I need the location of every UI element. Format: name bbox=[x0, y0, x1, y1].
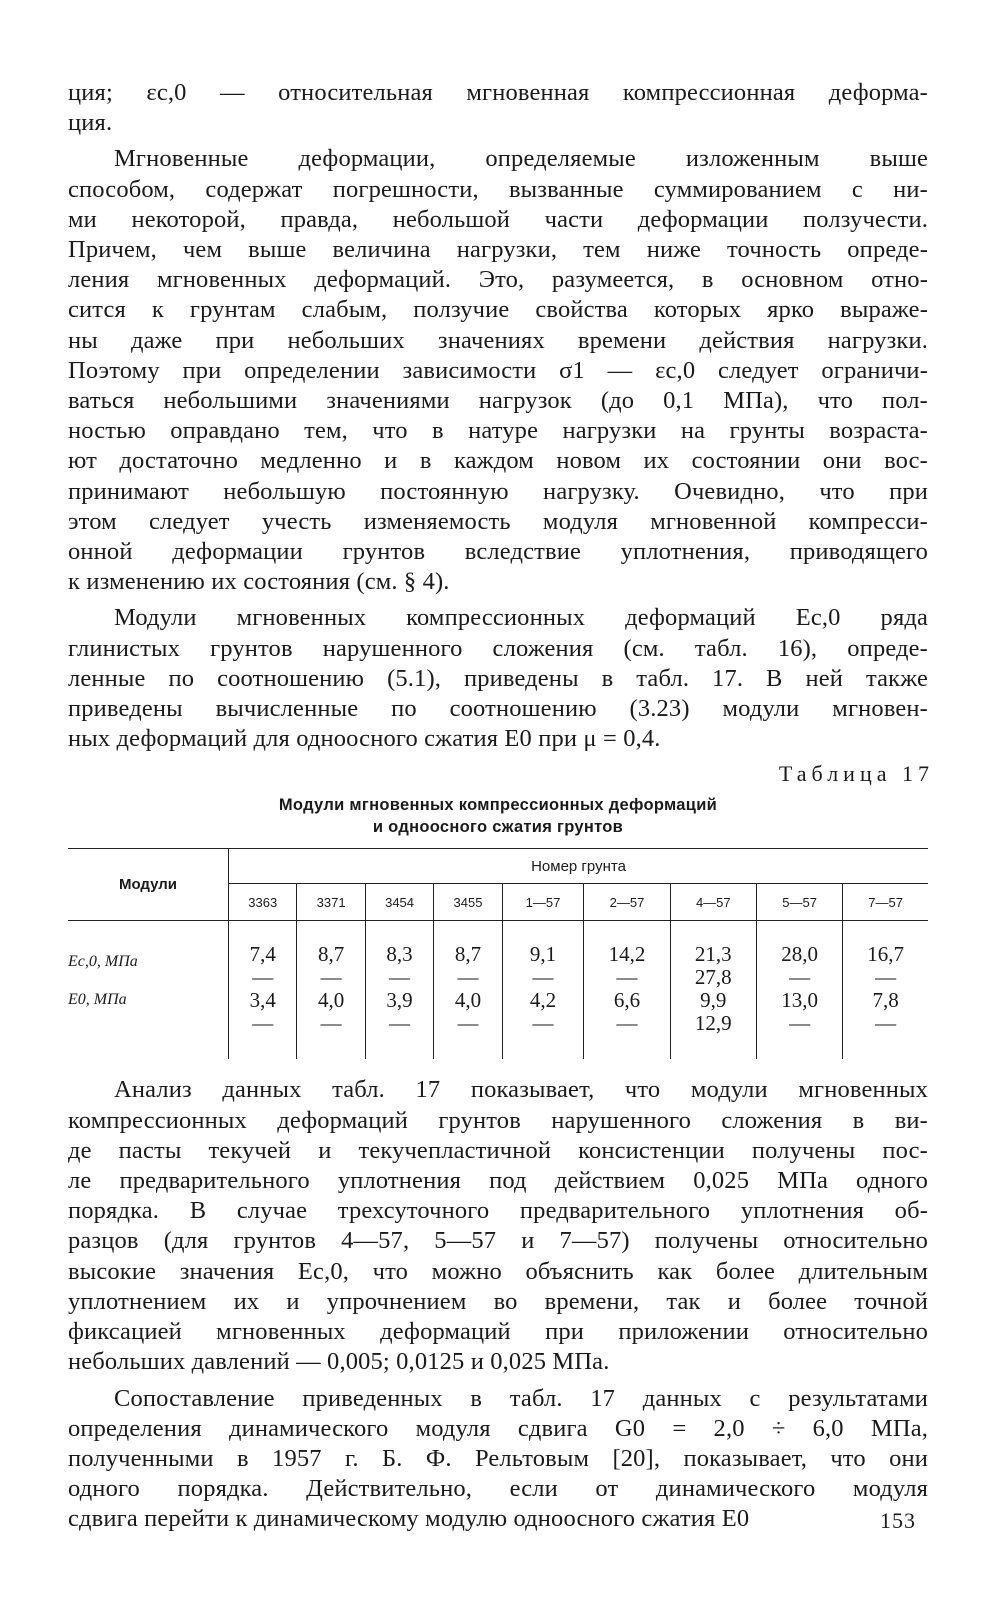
paragraph-line: полученными в 1957 г. Б. Ф. Рельтовым [20], показывает, что они bbox=[68, 1444, 928, 1472]
paragraph-line: способом, содержат погрешности, вызванные суммированием с ни- bbox=[68, 175, 928, 203]
table-cell-column bbox=[229, 921, 297, 1060]
table-cell-column bbox=[756, 921, 842, 1060]
paragraph-line: ленные по соотношению (5.1), приведены в табл. 17. В ней также bbox=[68, 664, 928, 692]
paragraph-line: глинистых грунтов нарушенного сложения (см. табл. 16), опреде- bbox=[68, 634, 928, 662]
table-cell-value: — bbox=[389, 1011, 411, 1036]
table-cell-value: — bbox=[320, 965, 342, 990]
table-cell-value: 8,7 bbox=[454, 942, 482, 967]
paragraph-line: к изменению их состояния (см. § 4). bbox=[68, 568, 450, 596]
paragraph-line: ления мгновенных деформаций. Это, разумеется, в основном отно- bbox=[68, 266, 928, 294]
header-modules: Модули bbox=[68, 849, 229, 921]
table-cell-value: 21,3 bbox=[694, 942, 732, 967]
table-cell-column bbox=[297, 921, 365, 1060]
column-header: 3455 bbox=[434, 884, 502, 921]
paragraph-line: ция; εс,0 — относительная мгновенная компрессионная деформа- bbox=[68, 79, 928, 106]
paragraph-line: ностью оправдано тем, что в натуре нагрузки на грунты возраста- bbox=[68, 417, 928, 445]
row-labels bbox=[68, 921, 229, 1060]
table-cell-value: — bbox=[252, 1011, 274, 1036]
column-header: 7—57 bbox=[843, 884, 928, 921]
table-cell-value: 16,7 bbox=[867, 942, 904, 967]
table-cell-column bbox=[365, 921, 433, 1060]
table-cell-value: — bbox=[616, 1011, 638, 1036]
paragraph-line: ваться небольшими значениями нагрузок (до 0,1 МПа), что пол- bbox=[68, 387, 928, 415]
paragraph-line: Модули мгновенных компрессионных деформаций Ес,0 ряда bbox=[114, 604, 928, 632]
paragraph-line: одного порядка. Действительно, если от динамического модуля bbox=[68, 1475, 928, 1503]
paragraph-line: небольших давлений — 0,005; 0,0125 и 0,025 МПа. bbox=[68, 1348, 610, 1376]
paragraph-line: ных деформаций для одноосного сжатия Е0 при μ = 0,4. bbox=[68, 725, 661, 753]
paragraph-line: Причем, чем выше величина нагрузки, тем ниже точность опреде- bbox=[68, 236, 928, 264]
table-cell-value: 9,9 bbox=[700, 988, 727, 1013]
data-table bbox=[68, 848, 928, 1059]
table-cell-value: — bbox=[789, 1011, 811, 1036]
paragraph-line: разцов (для грунтов 4—57, 5—57 и 7—57) получены относительно bbox=[68, 1227, 928, 1255]
table-cell-value: 4,0 bbox=[318, 988, 345, 1013]
paragraph-line: сдвига перейти к динамическому модулю одноосного сжатия Е0 bbox=[68, 1505, 750, 1533]
table-cell-column bbox=[843, 921, 928, 1060]
table-cell-value: — bbox=[252, 965, 274, 990]
paragraph-line: де пасты текучей и текучепластичной консистенции получены пос- bbox=[68, 1136, 928, 1164]
column-header: 3363 bbox=[229, 884, 297, 921]
table-caption bbox=[68, 794, 928, 838]
table-cell-value: — bbox=[320, 1011, 342, 1036]
table-cell-value: 6,6 bbox=[613, 988, 641, 1013]
table-cell-value: — bbox=[875, 1011, 897, 1036]
column-header: 4—57 bbox=[670, 884, 756, 921]
paragraph-line: этом следует учесть изменяемость модуля мгновенной компресси- bbox=[68, 507, 928, 535]
row-label-e0: Е0, МПа bbox=[68, 991, 127, 1009]
body-text-bottom bbox=[68, 1075, 928, 1534]
paragraph-line: Анализ данных табл. 17 показывает, что модули мгновенных bbox=[114, 1076, 928, 1104]
table-cell-value: 3,9 bbox=[386, 988, 413, 1013]
table-cell-value: 4,0 bbox=[454, 988, 482, 1013]
table-cell-value: 3,4 bbox=[249, 988, 276, 1013]
table-cell-value: 14,2 bbox=[608, 942, 646, 967]
paragraph-line: определения динамического модуля сдвига G0 = 2,0 ÷ 6,0 МПа, bbox=[68, 1414, 928, 1442]
row-label-ec0: Ес,0, МПа bbox=[68, 953, 138, 971]
paragraph-line: высокие значения Ес,0, что можно объяснить как более длительным bbox=[68, 1257, 928, 1285]
table-cell-column bbox=[670, 921, 756, 1060]
table-cell-value: — bbox=[532, 1011, 554, 1036]
table-cell-value: 8,7 bbox=[318, 942, 345, 967]
page-body bbox=[68, 78, 934, 1535]
paragraph-line: ция. bbox=[68, 109, 113, 137]
table-caption-line-1: Модули мгновенных компрессионных деформаций bbox=[278, 796, 718, 815]
table-cell-value: 7,8 bbox=[872, 988, 899, 1013]
table-cell-value: 9,1 bbox=[529, 942, 557, 967]
table-cell-value: 13,0 bbox=[781, 988, 818, 1013]
table-cell-value: 8,3 bbox=[386, 942, 413, 967]
table-cell-value: 28,0 bbox=[781, 942, 818, 967]
table-cell-value: — bbox=[616, 965, 638, 990]
table-cell-value: 12,9 bbox=[694, 1011, 732, 1036]
paragraph-line: компрессионных деформаций грунтов нарушенного сложения в ви- bbox=[68, 1106, 928, 1134]
paragraph-line: ми некоторой, правда, небольшой части деформации ползучести. bbox=[68, 205, 928, 233]
column-header: 1—57 bbox=[502, 884, 584, 921]
paragraph-line: принимают небольшую постоянную нагрузку. Очевидно, что при bbox=[68, 477, 928, 505]
paragraph-line: ны даже при небольших значениях времени действия нагрузки. bbox=[68, 326, 928, 354]
table-cell-value: 27,8 bbox=[694, 965, 732, 990]
table-cell-value: — bbox=[532, 965, 554, 990]
paragraph-line: приведены вычисленные по соотношению (3.23) модули мгновен- bbox=[68, 695, 928, 723]
paragraph-line: ле предварительного уплотнения под действием 0,025 МПа одного bbox=[68, 1167, 928, 1195]
paragraph-line: Мгновенные деформации, определяемые изложенным выше bbox=[114, 145, 928, 173]
table-cell-column bbox=[584, 921, 670, 1060]
column-header: 3454 bbox=[365, 884, 433, 921]
table-cell-value: — bbox=[389, 965, 411, 990]
paragraph-line: сится к грунтам слабым, ползучие свойства которых ярко выраже- bbox=[68, 296, 928, 324]
table-cell-value: — bbox=[875, 965, 897, 990]
paragraph-line: уплотнением их и упрочнением во времени, так и более точной bbox=[68, 1287, 928, 1315]
paragraph-line: онной деформации грунтов вследствие уплотнения, приводящего bbox=[68, 538, 928, 566]
paragraph-line: Сопоставление приведенных в табл. 17 данных с результатами bbox=[114, 1384, 928, 1412]
table-cell-value: 4,2 bbox=[529, 988, 557, 1013]
table-caption-line-2: и одноосного сжатия грунтов bbox=[372, 818, 624, 837]
table-cell-value: — bbox=[457, 1011, 479, 1036]
paragraph-line: Поэтому при определении зависимости σ1 — εс,0 следует ограничи- bbox=[68, 356, 928, 384]
paragraph-line: порядка. В случае трехсуточного предварительного уплотнения об- bbox=[68, 1197, 928, 1225]
page-number: 153 bbox=[880, 1508, 916, 1533]
table-cell-column bbox=[502, 921, 584, 1060]
header-soil-number: Номер грунта bbox=[229, 849, 929, 884]
paragraph-line: фиксацией мгновенных деформаций при приложении относительно bbox=[68, 1318, 928, 1346]
table-cell-column bbox=[434, 921, 502, 1060]
table-cell-value: — bbox=[789, 965, 811, 990]
column-header: 5—57 bbox=[756, 884, 842, 921]
table-row bbox=[68, 921, 928, 1060]
column-header: 2—57 bbox=[584, 884, 670, 921]
table-cell-value: 7,4 bbox=[249, 942, 276, 967]
table-cell-value: — bbox=[457, 965, 479, 990]
paragraph-line: ют достаточно медленно и в каждом новом их состоянии они вос- bbox=[68, 447, 928, 475]
body-text-top bbox=[68, 78, 928, 754]
column-header: 3371 bbox=[297, 884, 365, 921]
table-label: Таблица 17 bbox=[778, 761, 934, 787]
